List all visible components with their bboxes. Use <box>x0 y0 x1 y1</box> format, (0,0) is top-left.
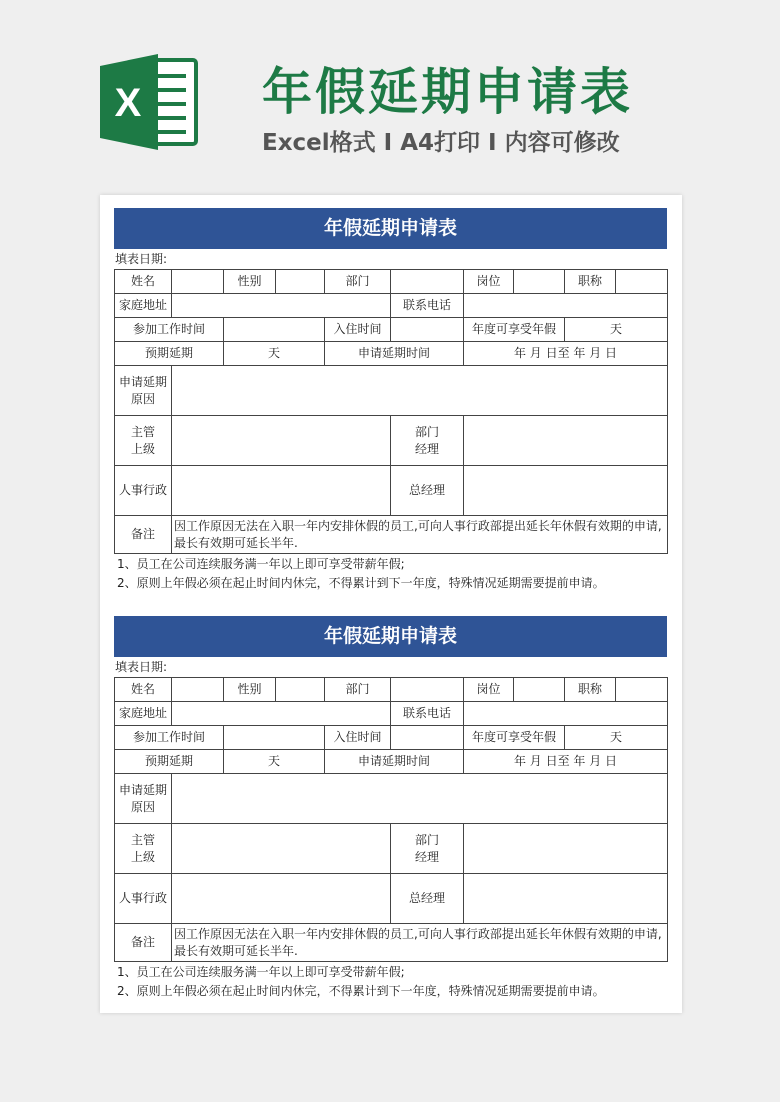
department-label: 部门 <box>325 270 391 294</box>
name-field[interactable] <box>172 678 224 702</box>
general-manager-field[interactable] <box>464 874 668 924</box>
position-label: 岗位 <box>464 678 514 702</box>
position-field[interactable] <box>514 678 565 702</box>
name-label: 姓名 <box>115 270 172 294</box>
annual-leave-days[interactable]: 天 <box>565 318 668 342</box>
form-table <box>114 269 668 554</box>
hr-label: 人事行政 <box>115 874 172 924</box>
general-manager-label: 总经理 <box>391 466 464 516</box>
hr-field[interactable] <box>172 466 391 516</box>
remark-label: 备注 <box>115 924 172 962</box>
form-table <box>114 677 668 962</box>
department-field[interactable] <box>391 678 464 702</box>
excel-logo-icon <box>100 52 200 152</box>
address-field[interactable] <box>172 702 391 726</box>
supervisor-label: 主管 上级 <box>115 416 172 466</box>
general-manager-label: 总经理 <box>391 874 464 924</box>
rule-item: 1、员工在公司连续服务满一年以上即可享受带薪年假; <box>117 965 405 979</box>
annual-leave-days[interactable]: 天 <box>565 726 668 750</box>
department-field[interactable] <box>391 270 464 294</box>
extension-date-range[interactable]: 年 月 日至 年 月 日 <box>464 342 668 366</box>
work-start-field[interactable] <box>224 318 325 342</box>
job-title-label: 职称 <box>565 678 616 702</box>
gender-field[interactable] <box>276 270 325 294</box>
dept-manager-label: 部门 经理 <box>391 824 464 874</box>
extension-time-label: 申请延期时间 <box>325 342 464 366</box>
rules-list <box>114 554 667 593</box>
job-title-field[interactable] <box>616 678 668 702</box>
job-title-field[interactable] <box>616 270 668 294</box>
work-start-label: 参加工作时间 <box>115 318 224 342</box>
address-label: 家庭地址 <box>115 702 172 726</box>
name-label: 姓名 <box>115 678 172 702</box>
phone-label: 联系电话 <box>391 702 464 726</box>
fill-date-label: 填表日期: <box>115 252 168 266</box>
address-field[interactable] <box>172 294 391 318</box>
paper-sheet <box>100 195 682 1013</box>
rule-item: 1、员工在公司连续服务满一年以上即可享受带薪年假; <box>117 557 405 571</box>
application-form-2 <box>114 616 667 1001</box>
gender-label: 性别 <box>224 270 276 294</box>
department-label: 部门 <box>325 678 391 702</box>
work-start-label: 参加工作时间 <box>115 726 224 750</box>
entry-time-field[interactable] <box>391 726 464 750</box>
position-label: 岗位 <box>464 270 514 294</box>
extension-period-days[interactable]: 天 <box>224 342 325 366</box>
fill-date-label: 填表日期: <box>115 660 168 674</box>
work-start-field[interactable] <box>224 726 325 750</box>
annual-leave-label: 年度可享受年假 <box>464 318 565 342</box>
reason-label: 申请延期 原因 <box>115 774 172 824</box>
phone-label: 联系电话 <box>391 294 464 318</box>
rule-item: 2、原则上年假必须在起止时间内休完，不得累计到下一年度，特殊情况延期需要提前申请。 <box>117 576 605 590</box>
extension-period-label: 预期延期 <box>115 750 224 774</box>
application-form-1 <box>114 208 667 593</box>
remark-label: 备注 <box>115 516 172 554</box>
address-label: 家庭地址 <box>115 294 172 318</box>
position-field[interactable] <box>514 270 565 294</box>
remark-text: 因工作原因无法在入职一年内安排休假的员工,可向人事行政部提出延长年休假有效期的申请,最长有效期可延长半年. <box>172 924 668 962</box>
entry-time-label: 入住时间 <box>325 726 391 750</box>
svg-text:X: X <box>114 81 142 125</box>
remark-text: 因工作原因无法在入职一年内安排休假的员工,可向人事行政部提出延长年休假有效期的申请,最长有效期可延长半年. <box>172 516 668 554</box>
extension-time-label: 申请延期时间 <box>325 750 464 774</box>
supervisor-field[interactable] <box>172 824 391 874</box>
extension-date-range[interactable]: 年 月 日至 年 月 日 <box>464 750 668 774</box>
reason-field[interactable] <box>172 366 668 416</box>
extension-period-label: 预期延期 <box>115 342 224 366</box>
gender-label: 性别 <box>224 678 276 702</box>
dept-manager-field[interactable] <box>464 416 668 466</box>
supervisor-field[interactable] <box>172 416 391 466</box>
name-field[interactable] <box>172 270 224 294</box>
phone-field[interactable] <box>464 294 668 318</box>
gender-field[interactable] <box>276 678 325 702</box>
template-header <box>0 0 780 190</box>
hr-label: 人事行政 <box>115 466 172 516</box>
extension-period-days[interactable]: 天 <box>224 750 325 774</box>
page-subtitle: Excel格式 I A4打印 I 内容可修改 <box>262 130 620 156</box>
form-banner: 年假延期申请表 <box>114 208 667 249</box>
rule-item: 2、原则上年假必须在起止时间内休完，不得累计到下一年度，特殊情况延期需要提前申请。 <box>117 984 605 998</box>
reason-field[interactable] <box>172 774 668 824</box>
hr-field[interactable] <box>172 874 391 924</box>
rules-list <box>114 962 667 1001</box>
dept-manager-field[interactable] <box>464 824 668 874</box>
dept-manager-label: 部门 经理 <box>391 416 464 466</box>
entry-time-label: 入住时间 <box>325 318 391 342</box>
general-manager-field[interactable] <box>464 466 668 516</box>
supervisor-label: 主管 上级 <box>115 824 172 874</box>
phone-field[interactable] <box>464 702 668 726</box>
page-title: 年假延期申请表 <box>262 63 633 121</box>
form-banner: 年假延期申请表 <box>114 616 667 657</box>
annual-leave-label: 年度可享受年假 <box>464 726 565 750</box>
reason-label: 申请延期 原因 <box>115 366 172 416</box>
job-title-label: 职称 <box>565 270 616 294</box>
entry-time-field[interactable] <box>391 318 464 342</box>
